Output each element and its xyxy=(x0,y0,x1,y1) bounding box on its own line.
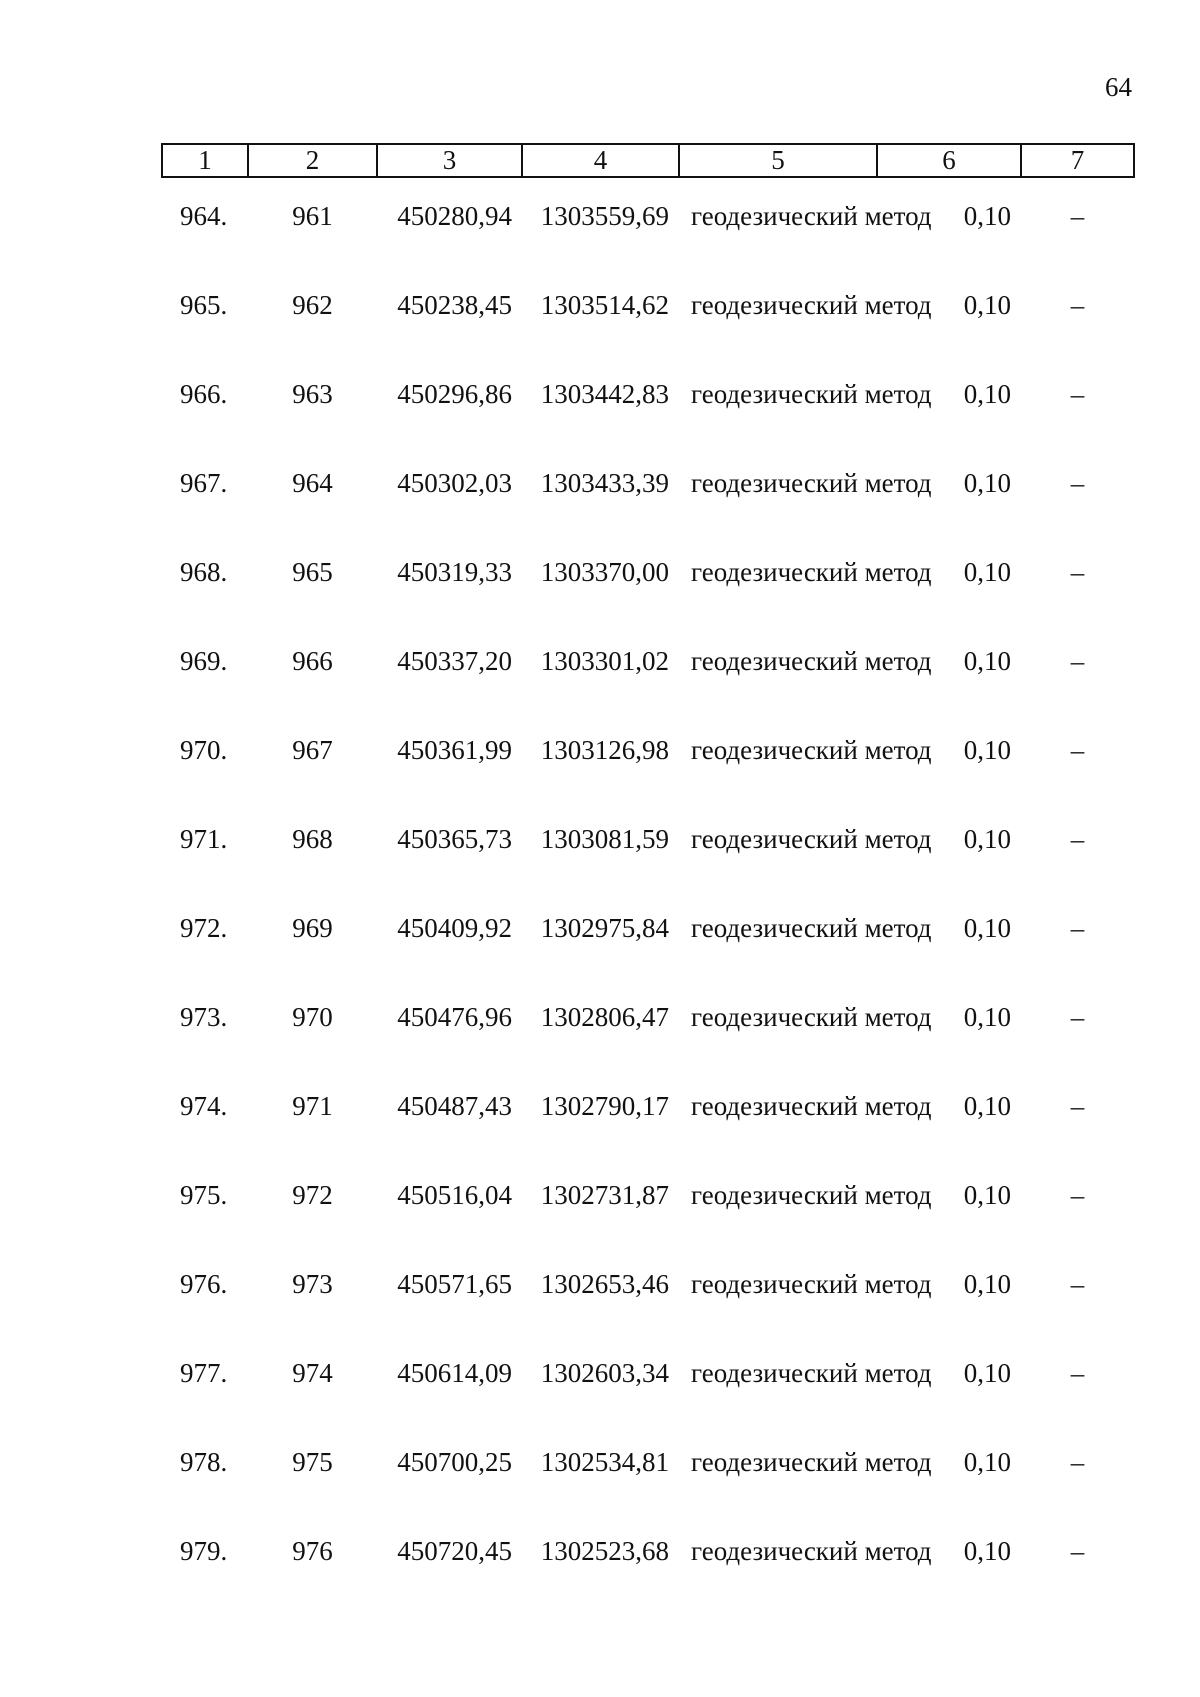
table-row xyxy=(162,645,1134,734)
cell-coordinate-x: 450280,94 xyxy=(397,201,512,231)
cell-coordinate-y: 1302603,34 xyxy=(540,1358,669,1388)
cell-accuracy: 0,10 xyxy=(963,913,1011,943)
table-row xyxy=(162,467,1134,556)
cell-coordinate-x: 450571,65 xyxy=(397,1269,512,1299)
cell-note: – xyxy=(1070,646,1085,676)
cell-point-number: 976 xyxy=(292,1536,333,1566)
cell-note: – xyxy=(1070,1002,1085,1032)
cell-coordinate-y: 1303301,02 xyxy=(540,646,669,676)
cell-method: геодезический метод xyxy=(691,1447,932,1477)
table-row xyxy=(162,1179,1134,1268)
cell-coordinate-y: 1302806,47 xyxy=(540,1002,669,1032)
cell-method: геодезический метод xyxy=(691,913,932,943)
cell-coordinate-x: 450516,04 xyxy=(397,1180,512,1210)
cell-coordinate-x: 450319,33 xyxy=(397,557,512,587)
cell-coordinate-y: 1302523,68 xyxy=(540,1536,669,1566)
cell-point-number: 969 xyxy=(292,913,333,943)
coordinates-table xyxy=(161,143,1135,1624)
cell-accuracy: 0,10 xyxy=(963,1091,1011,1121)
cell-row-number: 967. xyxy=(180,468,228,498)
cell-point-number: 975 xyxy=(292,1447,333,1477)
cell-method: геодезический метод xyxy=(691,824,932,854)
cell-method: геодезический метод xyxy=(691,646,932,676)
cell-coordinate-y: 1303559,69 xyxy=(540,201,669,231)
cell-accuracy: 0,10 xyxy=(963,646,1011,676)
page-number: 64 xyxy=(1105,72,1132,102)
cell-note: – xyxy=(1070,824,1085,854)
cell-method: геодезический метод xyxy=(691,201,932,231)
cell-coordinate-x: 450409,92 xyxy=(397,913,512,943)
cell-point-number: 964 xyxy=(292,468,333,498)
cell-note: – xyxy=(1070,379,1085,409)
cell-method: геодезический метод xyxy=(691,290,932,320)
table-row xyxy=(162,1090,1134,1179)
table-row xyxy=(162,734,1134,823)
cell-row-number: 966. xyxy=(180,379,228,409)
cell-point-number: 970 xyxy=(292,1002,333,1032)
cell-method: геодезический метод xyxy=(691,468,932,498)
header-row xyxy=(162,144,1134,177)
cell-accuracy: 0,10 xyxy=(963,468,1011,498)
cell-accuracy: 0,10 xyxy=(963,379,1011,409)
table-header xyxy=(162,144,1134,177)
column-header-6: 6 xyxy=(877,144,1021,177)
cell-coordinate-y: 1303370,00 xyxy=(540,557,669,587)
cell-method: геодезический метод xyxy=(691,1269,932,1299)
cell-coordinate-y: 1302534,81 xyxy=(540,1447,669,1477)
cell-coordinate-y: 1303442,83 xyxy=(540,379,669,409)
column-header-5: 5 xyxy=(679,144,877,177)
cell-row-number: 973. xyxy=(180,1002,228,1032)
cell-coordinate-x: 450296,86 xyxy=(397,379,512,409)
cell-coordinate-y: 1303126,98 xyxy=(540,735,669,765)
cell-row-number: 971. xyxy=(180,824,228,854)
cell-accuracy: 0,10 xyxy=(963,1358,1011,1388)
cell-coordinate-y: 1302731,87 xyxy=(540,1180,669,1210)
column-header-3: 3 xyxy=(377,144,522,177)
cell-coordinate-x: 450720,45 xyxy=(397,1536,512,1566)
cell-coordinate-x: 450614,09 xyxy=(397,1358,512,1388)
table-row xyxy=(162,1001,1134,1090)
cell-method: геодезический метод xyxy=(691,379,932,409)
table-row xyxy=(162,823,1134,912)
cell-accuracy: 0,10 xyxy=(963,201,1011,231)
cell-coordinate-x: 450238,45 xyxy=(397,290,512,320)
cell-accuracy: 0,10 xyxy=(963,735,1011,765)
cell-note: – xyxy=(1070,913,1085,943)
cell-note: – xyxy=(1070,1358,1085,1388)
cell-coordinate-y: 1302653,46 xyxy=(540,1269,669,1299)
cell-point-number: 973 xyxy=(292,1269,333,1299)
cell-row-number: 965. xyxy=(180,290,228,320)
cell-method: геодезический метод xyxy=(691,1536,932,1566)
cell-note: – xyxy=(1070,290,1085,320)
cell-accuracy: 0,10 xyxy=(963,1536,1011,1566)
table-row xyxy=(162,289,1134,378)
cell-note: – xyxy=(1070,1091,1085,1121)
cell-row-number: 964. xyxy=(180,201,228,231)
cell-point-number: 963 xyxy=(292,379,333,409)
cell-row-number: 970. xyxy=(180,735,228,765)
cell-point-number: 972 xyxy=(292,1180,333,1210)
cell-accuracy: 0,10 xyxy=(963,1447,1011,1477)
table-row xyxy=(162,912,1134,1001)
cell-method: геодезический метод xyxy=(691,1002,932,1032)
cell-coordinate-x: 450700,25 xyxy=(397,1447,512,1477)
cell-coordinate-x: 450365,73 xyxy=(397,824,512,854)
cell-accuracy: 0,10 xyxy=(963,1180,1011,1210)
cell-point-number: 961 xyxy=(292,201,333,231)
cell-method: геодезический метод xyxy=(691,735,932,765)
table-row xyxy=(162,1357,1134,1446)
cell-row-number: 976. xyxy=(180,1269,228,1299)
cell-row-number: 977. xyxy=(180,1358,228,1388)
cell-coordinate-x: 450487,43 xyxy=(397,1091,512,1121)
cell-coordinate-y: 1302790,17 xyxy=(540,1091,669,1121)
cell-row-number: 968. xyxy=(180,557,228,587)
cell-method: геодезический метод xyxy=(691,557,932,587)
table-row xyxy=(162,556,1134,645)
cell-method: геодезический метод xyxy=(691,1091,932,1121)
cell-coordinate-x: 450476,96 xyxy=(397,1002,512,1032)
cell-accuracy: 0,10 xyxy=(963,290,1011,320)
table-row xyxy=(162,378,1134,467)
cell-point-number: 965 xyxy=(292,557,333,587)
cell-point-number: 974 xyxy=(292,1358,333,1388)
cell-accuracy: 0,10 xyxy=(963,557,1011,587)
cell-method: геодезический метод xyxy=(691,1180,932,1210)
cell-row-number: 978. xyxy=(180,1447,228,1477)
cell-coordinate-y: 1303514,62 xyxy=(540,290,669,320)
cell-note: – xyxy=(1070,201,1085,231)
table-row xyxy=(162,1268,1134,1357)
cell-note: – xyxy=(1070,1447,1085,1477)
cell-coordinate-x: 450302,03 xyxy=(397,468,512,498)
cell-row-number: 969. xyxy=(180,646,228,676)
table-row xyxy=(162,177,1134,289)
cell-note: – xyxy=(1070,735,1085,765)
table-row xyxy=(162,1535,1134,1624)
column-header-4: 4 xyxy=(522,144,679,177)
column-header-2: 2 xyxy=(248,144,377,177)
column-header-7: 7 xyxy=(1021,144,1134,177)
cell-point-number: 971 xyxy=(292,1091,333,1121)
cell-point-number: 962 xyxy=(292,290,333,320)
cell-coordinate-x: 450361,99 xyxy=(397,735,512,765)
table-body xyxy=(162,177,1134,1624)
cell-row-number: 974. xyxy=(180,1091,228,1121)
cell-row-number: 975. xyxy=(180,1180,228,1210)
cell-note: – xyxy=(1070,1269,1085,1299)
cell-method: геодезический метод xyxy=(691,1358,932,1388)
cell-accuracy: 0,10 xyxy=(963,1269,1011,1299)
cell-note: – xyxy=(1070,468,1085,498)
cell-accuracy: 0,10 xyxy=(963,1002,1011,1032)
cell-note: – xyxy=(1070,1536,1085,1566)
column-header-1: 1 xyxy=(162,144,248,177)
cell-note: – xyxy=(1070,1180,1085,1210)
cell-row-number: 979. xyxy=(180,1536,228,1566)
cell-point-number: 967 xyxy=(292,735,333,765)
cell-point-number: 968 xyxy=(292,824,333,854)
table-row xyxy=(162,1446,1134,1535)
cell-coordinate-y: 1303081,59 xyxy=(540,824,669,854)
cell-coordinate-y: 1302975,84 xyxy=(540,913,669,943)
cell-accuracy: 0,10 xyxy=(963,824,1011,854)
cell-note: – xyxy=(1070,557,1085,587)
cell-point-number: 966 xyxy=(292,646,333,676)
cell-row-number: 972. xyxy=(180,913,228,943)
cell-coordinate-x: 450337,20 xyxy=(397,646,512,676)
cell-coordinate-y: 1303433,39 xyxy=(540,468,669,498)
